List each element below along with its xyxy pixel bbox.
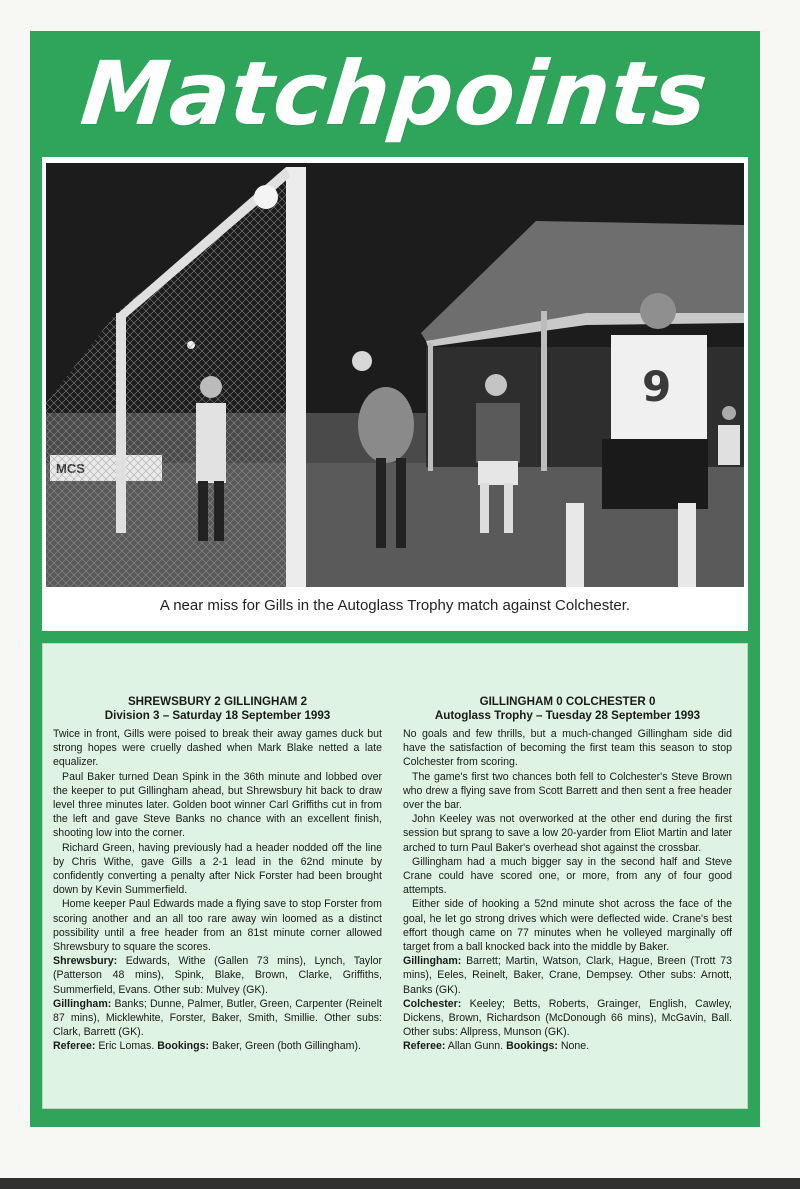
- bookings-label: Bookings:: [506, 1040, 558, 1053]
- officials-line: [53, 1039, 382, 1053]
- page-title: Matchpoints: [76, 41, 714, 145]
- report-paragraph: The game's first two chances both fell to Colchester's Steve Brown who drew a flying save from Scott Barrett and then sent a free header over the bar.: [403, 770, 732, 812]
- match-photo: [46, 163, 744, 587]
- report-paragraph: No goals and few thrills, but a much-changed Gillingham side did have the satisfaction of becoming the first team this season to stop Colchester from scoring.: [403, 728, 732, 769]
- report-headline: GILLINGHAM 0 COLCHESTER 0: [479, 695, 656, 708]
- report-shrewsbury-gillingham: [53, 695, 382, 1054]
- lineup-label: Shrewsbury:: [53, 955, 118, 968]
- lineup-shrewsbury: [53, 954, 382, 997]
- lineup-text: Keeley; Betts, Roberts, Grainger, English, Cawley, Dickens, Brown, Richardson (McDonough 66 mins), McGavin, Ball. Other subs: Allpress, Munson (GK).: [403, 997, 732, 1039]
- referee-name: Allan Gunn.: [447, 1040, 504, 1053]
- report-headline: SHREWSBURY 2 GILLINGHAM 2: [127, 695, 308, 708]
- bookings-label: Bookings:: [157, 1040, 210, 1053]
- shirt-number: 9: [642, 362, 672, 411]
- report-paragraph: Gillingham had a much bigger say in the second half and Steve Crane could have scored one, or more, from any of four good attempts.: [403, 855, 732, 897]
- referee-label: Referee:: [53, 1040, 96, 1053]
- report-gillingham-colchester: [403, 695, 732, 1054]
- lineup-colchester: [403, 997, 732, 1040]
- photo-panel: [42, 157, 748, 631]
- lineup-text: Edwards, Withe (Gallen 73 mins), Lynch, Taylor (Patterson 48 mins), Spink, Blake, Brown, Clarke, Griffiths, Summerfield, Evans. Other sub: Mulvey (GK).: [53, 955, 382, 996]
- referee-label: Referee:: [403, 1040, 446, 1053]
- report-paragraph: Either side of hooking a 52nd minute shot across the face of the goal, he let go strong drives which were deflected wide. Crane's best effort though came on 77 minutes when he volleyed marginally off target from a ball knocked back into the middle by Baker.: [403, 898, 732, 954]
- referee-name: Eric Lomas.: [98, 1040, 155, 1053]
- officials-line: [403, 1039, 732, 1053]
- report-paragraph: Paul Baker turned Dean Spink in the 36th minute and lobbed over the keeper to put Gillingham ahead, but Shrewsbury hit back to draw level three minutes later. Golden boot winner Carl Griffiths cut in from the left and gave Steve Banks no chance with an excellent finish, shooting low into the corner.: [53, 770, 382, 840]
- bookings-text: None.: [560, 1040, 590, 1053]
- masthead: [30, 31, 760, 155]
- report-paragraph: Twice in front, Gills were poised to break their away games duck but strong hopes were cruelly dashed when Mark Blake netted a late equalizer.: [53, 728, 382, 769]
- lineup-label: Gillingham:: [53, 997, 112, 1010]
- lineup-label: Gillingham:: [403, 955, 462, 968]
- lineup-label: Colchester:: [403, 997, 462, 1010]
- bookings-text: Baker, Green (both Gillingham).: [212, 1040, 361, 1053]
- lineup-text: Barrett; Martin, Watson, Clark, Hague, Breen (Trott 73 mins), Eeles, Reinelt, Baker, Crane, Dempsey. Other subs: Arnott, Banks (GK).: [403, 955, 732, 996]
- photo-caption: A near miss for Gills in the Autoglass Trophy match against Colchester.: [159, 597, 631, 614]
- report-paragraph: John Keeley was not overworked at the other end during the first session but sprang to save a low 20-yarder from Eliot Martin and later arched to turn Paul Baker's overhead shot against the crossbar.: [403, 813, 732, 854]
- report-paragraph: Richard Green, having previously had a header nodded off the line by Chris Withe, gave Gills a 2-1 lead in the 62nd minute by confidently converting a penalty after Nick Forster had been brought down by Kevin Summerfield.: [53, 841, 382, 897]
- scan-edge: [0, 1178, 800, 1189]
- match-reports-panel: [42, 643, 748, 1109]
- lineup-gillingham: [403, 954, 732, 997]
- report-paragraph: Home keeper Paul Edwards made a flying save to stop Forster from scoring another and an all too rare away win loomed as a distinct possibility until a free header from an 81st minute corner allowed Shrewsbury to square the scores.: [53, 898, 382, 954]
- report-subhead: Division 3 – Saturday 18 September 1993: [104, 709, 331, 722]
- match-photo-illustration: [46, 163, 744, 587]
- lineup-text: Banks; Dunne, Palmer, Butler, Green, Carpenter (Reinelt 87 mins), Micklewhite, Forster, Baker, Smith, Smillie. Other subs: Clark, Barrett (GK).: [53, 997, 382, 1039]
- lineup-gillingham: [53, 997, 382, 1040]
- page-frame: [30, 31, 760, 1127]
- report-subhead: Autoglass Trophy – Tuesday 28 September 1993: [434, 709, 701, 722]
